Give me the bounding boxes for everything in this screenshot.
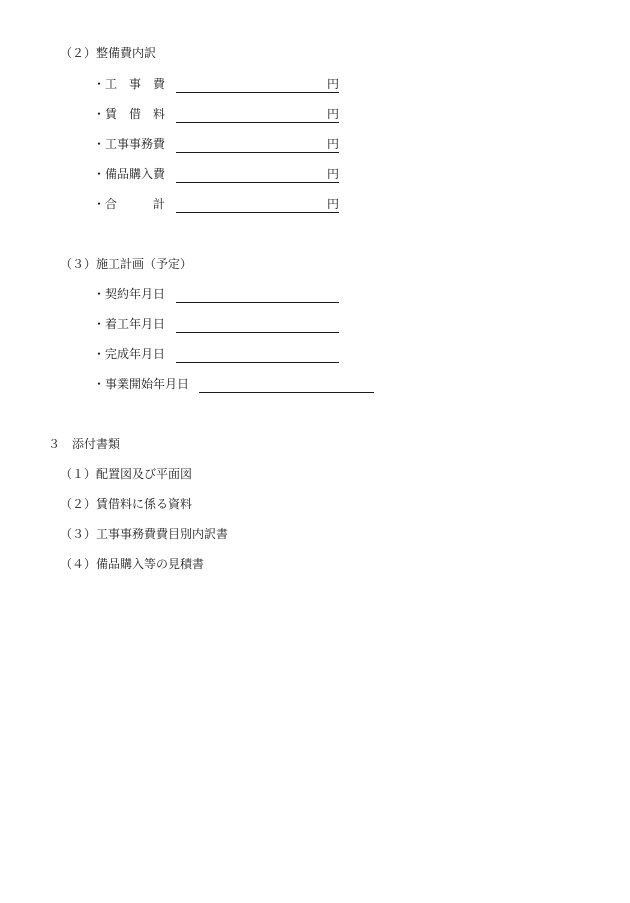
date-blank-field[interactable]	[199, 376, 374, 393]
amount-blank-field[interactable]	[176, 166, 339, 183]
section-2-heading: （２）整備費内訳	[60, 46, 157, 60]
cost-label: ・備品購入費	[93, 167, 166, 181]
amount-blank-field[interactable]	[176, 76, 339, 93]
date-row-business-start	[93, 376, 374, 392]
date-row-start	[93, 316, 339, 332]
cost-row-construction	[93, 76, 339, 92]
date-row-contract	[93, 286, 339, 302]
date-blank-field[interactable]	[176, 286, 339, 303]
cost-row-equipment	[93, 166, 339, 182]
amount-blank-field[interactable]	[176, 106, 339, 123]
currency-unit: 円	[326, 137, 339, 151]
currency-unit: 円	[326, 197, 339, 211]
date-label: ・契約年月日	[93, 287, 166, 301]
date-blank-field[interactable]	[176, 316, 339, 333]
cost-label: ・合 計	[93, 197, 166, 211]
cost-label: ・工 事 費	[93, 77, 166, 91]
date-label: ・着工年月日	[93, 317, 166, 331]
cost-label: ・工事事務費	[93, 137, 166, 151]
section-3-heading: （３）施工計画（予定）	[60, 257, 193, 271]
attachments-heading: ３ 添付書類	[48, 437, 121, 451]
cost-row-rent	[93, 106, 339, 122]
amount-blank-field[interactable]	[176, 196, 339, 213]
date-blank-field[interactable]	[176, 346, 339, 363]
attachment-item: （４）備品購入等の見積書	[60, 557, 205, 571]
attachment-item: （２）賃借料に係る資料	[60, 497, 193, 511]
attachment-item: （１）配置図及び平面図	[60, 467, 193, 481]
currency-unit: 円	[326, 167, 339, 181]
currency-unit: 円	[326, 77, 339, 91]
date-label: ・完成年月日	[93, 347, 166, 361]
cost-label: ・賃 借 料	[93, 107, 166, 121]
currency-unit: 円	[326, 107, 339, 121]
date-row-complete	[93, 346, 339, 362]
date-label: ・事業開始年月日	[93, 377, 190, 391]
cost-row-office	[93, 136, 339, 152]
attachment-item: （３）工事事務費費目別内訳書	[60, 527, 229, 541]
amount-blank-field[interactable]	[176, 136, 339, 153]
cost-row-total	[93, 196, 339, 212]
